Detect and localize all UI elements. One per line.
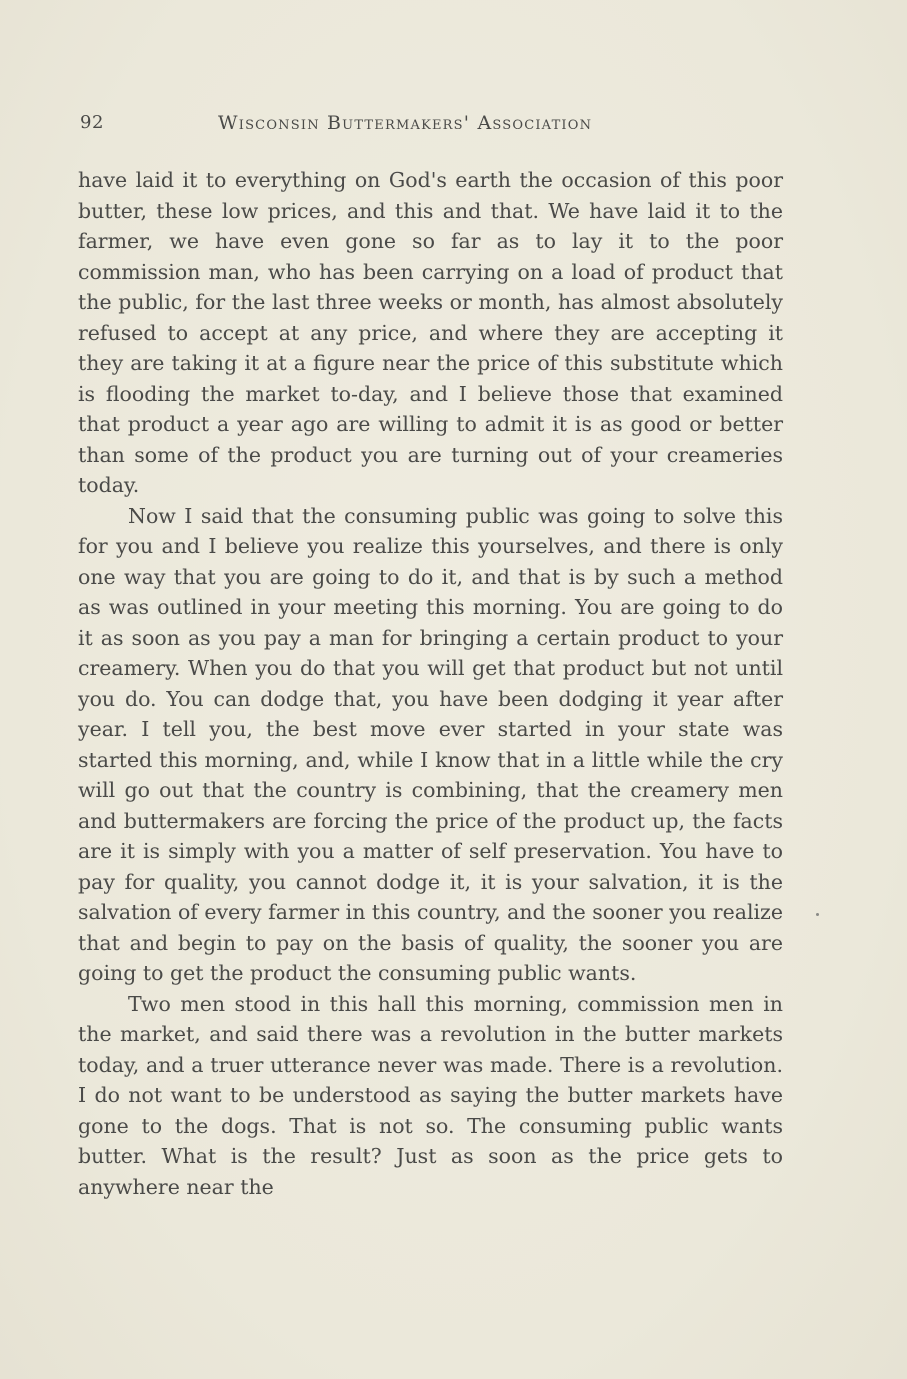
paragraph-1: have laid it to everything on God's earth the occasion of this poor butter, these low prices, and this and that. We have laid it to the farmer, we have even gone so far as to lay it to the poor commission man, who has been carrying on a load of product that the public, for the last three weeks or month, has almost absolutely refused to accept at any price, and where they are accepting it they are taking it at a figure near the price of this substitute which is flooding the market to-day, and I believe those that examined that product a year ago are willing to admit it is as good or better than some of the product you are turning out of your creameries today. xyxy=(78,168,783,497)
page-header xyxy=(80,112,780,142)
running-title: Wisconsin Buttermakers' Association xyxy=(218,112,593,134)
paragraph-3: Two men stood in this hall this morning, commission men in the market, and said there was a revolution in the butter markets today, and a truer utterance never was made. There is a revolution. I do not want to be understood as saying the butter markets have gone to the dogs. That is not so. The consuming public wants butter. What is the result? Just as soon as the price gets to anywhere near the xyxy=(78,991,783,1199)
margin-speck xyxy=(816,913,819,916)
page-number: 92 xyxy=(80,112,104,133)
paragraph-2: Now I said that the consuming public was going to solve this for you and I believe you realize this yourselves, and there is only one way that you are going to do it, and that is by such a method as was outlined in your meeting this morning. You are going to do it as soon as you pay a man for bringing a certain product to your creamery. When you do that you will get that product but not until you do. You can dodge that, you have been dodging it year after year. I tell you, the best move ever started in your state was started this morning, and, while I know that in a little while the cry will go out that the country is combining, that the creamery men and buttermakers are forcing the price of the product up, the facts are it is simply with you a matter of self preservation. You have to pay for quality, you cannot dodge it, it is your salvation, it is the salvation of every farmer in this country, and the sooner you realize that and begin to pay on the basis of quality, the sooner you are going to get the product the consuming public wants. xyxy=(78,503,783,985)
body-text xyxy=(78,165,783,1202)
